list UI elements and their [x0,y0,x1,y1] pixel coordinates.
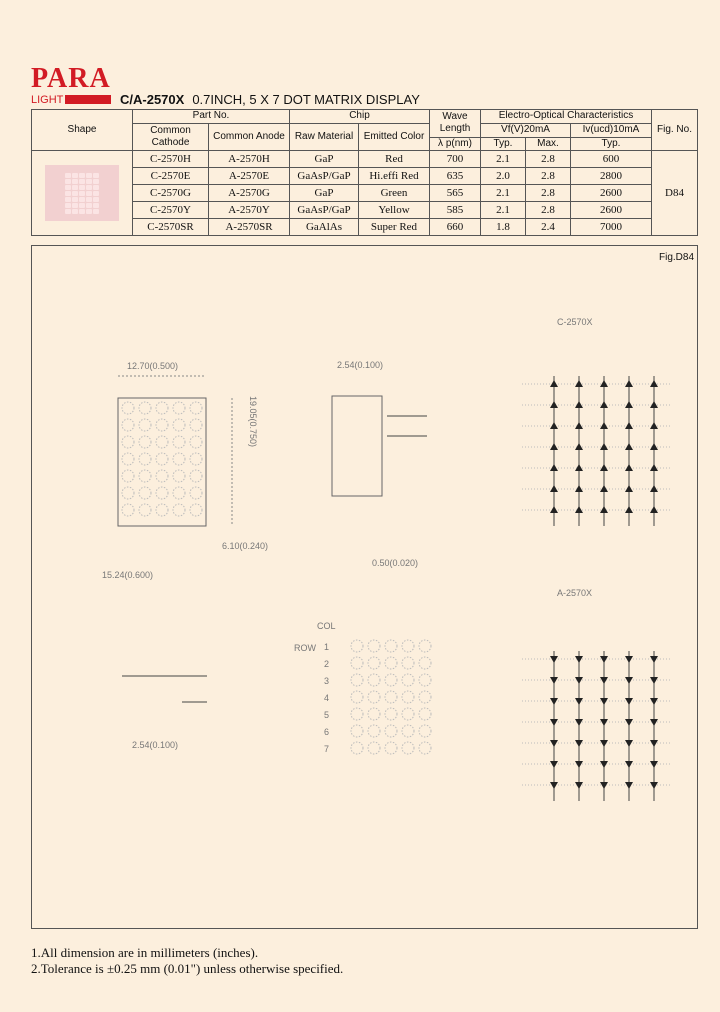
note-1: 1.All dimension are in millimeters (inches). [31,945,259,960]
led-dot [139,436,151,448]
led-diode [550,422,558,429]
pin-dot [385,691,397,703]
shape-dot [79,203,85,208]
c-circuit-label: C-2570X [557,317,593,327]
shape-dot [93,185,99,190]
row-3-raw: GaP [290,185,359,202]
row-1-color: Red [359,151,430,168]
mechanical-drawing [31,245,698,929]
row-3-iv: 2600 [571,185,652,202]
lead-dim-text: 2.54(0.100) [132,740,179,750]
pin-dot [368,657,380,669]
led-dot [190,453,202,465]
shape-dot [65,173,71,178]
pin-dot [385,657,397,669]
row-number: 2 [324,659,330,669]
pin-dot [402,742,414,754]
led-diode [550,719,558,726]
figure-label: Fig.D84 [658,252,694,263]
shape-dot [79,197,85,202]
side-dim-text: 2.54(0.100) [337,360,384,370]
shape-dot [72,185,78,190]
led-diode [625,506,633,513]
shape-dot [65,197,71,202]
led-diode [550,380,558,387]
header-shape: Shape [32,110,133,151]
pin-dot [419,708,431,720]
led-dot [156,504,168,516]
row-5-cc: C-2570SR [133,219,209,236]
row-number: 5 [324,710,330,720]
row-4-ca: A-2570Y [209,202,290,219]
pin-dot [351,674,363,686]
c-circuit-matrix [522,376,672,526]
row-numbers [324,642,329,754]
shape-dot [79,173,85,178]
shape-cell [32,151,133,236]
shape-dot [72,179,78,184]
led-dot [173,419,185,431]
shape-dot [65,209,71,214]
led-diode [625,401,633,408]
shape-dot [72,209,78,214]
led-dot [190,436,202,448]
led-diode [625,464,633,471]
row-4-wl: 585 [430,202,481,219]
led-dot [122,419,134,431]
row-3-color: Green [359,185,430,202]
header-iv-typ: Typ. [571,137,652,151]
header-wave-length: Wave Length [430,110,481,138]
pin-dot [419,725,431,737]
row-3-typ: 2.1 [481,185,526,202]
front-view-outline [118,398,206,526]
pin-dot [351,691,363,703]
header-raw-material: Raw Material [290,123,359,151]
row-5-wl: 660 [430,219,481,236]
pin-dot [402,725,414,737]
led-dot [190,470,202,482]
row-1-typ: 2.1 [481,151,526,168]
shape-dot [93,179,99,184]
header-max: Max. [526,137,571,151]
shape-dot [72,197,78,202]
shape-dot [93,209,99,214]
shape-dot [93,173,99,178]
pin-dot [368,742,380,754]
led-dot [156,487,168,499]
led-dot [139,419,151,431]
pin-dot [419,674,431,686]
row-2-ca: A-2570E [209,168,290,185]
header-electro-optical: Electro-Optical Characteristics [481,110,652,124]
row-1-wl: 700 [430,151,481,168]
pin-dot [402,708,414,720]
fig-no-value: D84 [652,151,698,236]
row-2-cc: C-2570E [133,168,209,185]
pin-dot [385,674,397,686]
row-5-ca: A-2570SR [209,219,290,236]
led-diode [550,464,558,471]
page-title [120,92,420,108]
pin-dot [419,640,431,652]
side-view-outline [332,396,382,496]
led-dot [156,402,168,414]
led-diode [625,761,633,768]
led-diode [550,485,558,492]
height-dim-text: 19.05(0.750) [248,396,258,448]
led-diode [550,656,558,663]
row-5-typ: 1.8 [481,219,526,236]
led-dot [190,504,202,516]
led-diode [550,677,558,684]
led-diode [625,656,633,663]
row-5-max: 2.4 [526,219,571,236]
row-2-wl: 635 [430,168,481,185]
logo-brand: PARA [31,63,111,94]
row-label: ROW [294,643,316,653]
pin-dot [385,640,397,652]
led-dot [122,487,134,499]
pin-dot [351,742,363,754]
dot-matrix-image [45,165,119,221]
led-diode [625,422,633,429]
pin-dot [368,691,380,703]
header-vf: Vf(V)20mA [481,123,571,137]
pin-dot [419,691,431,703]
para-light-logo [31,63,111,106]
drawing-svg [32,246,697,928]
note-2: 2.Tolerance is ±0.25 mm (0.01") unless otherwise specified. [31,961,344,976]
row-number: 6 [324,727,330,737]
shape-dot [72,203,78,208]
pin-dot [402,674,414,686]
pin-dot [368,725,380,737]
shape-dot [65,203,71,208]
pin-dot [385,708,397,720]
header-part-no: Part No. [133,110,290,124]
row-number: 4 [324,693,330,703]
led-diode [625,782,633,789]
led-diode [550,740,558,747]
shape-dot [86,185,92,190]
pin-dot [368,640,380,652]
row-3-wl: 565 [430,185,481,202]
row-4-typ: 2.1 [481,202,526,219]
shape-dot [86,203,92,208]
led-diode [550,782,558,789]
led-dot [156,419,168,431]
row-5-color: Super Red [359,219,430,236]
row-5-raw: GaAlAs [290,219,359,236]
header-emitted-color: Emitted Color [359,123,430,151]
led-diode [550,698,558,705]
row-1-iv: 600 [571,151,652,168]
row-3-cc: C-2570G [133,185,209,202]
led-dot [122,470,134,482]
led-dot [173,453,185,465]
led-dot [139,470,151,482]
led-dot [139,504,151,516]
bottom-dim-text: 15.24(0.600) [102,570,154,580]
shape-dot [72,191,78,196]
shape-dot [93,203,99,208]
led-diode [625,677,633,684]
shape-dot [72,173,78,178]
row-4-max: 2.8 [526,202,571,219]
led-dot [173,402,185,414]
pitch-dim-text: 6.10(0.240) [222,541,269,551]
led-dot [139,402,151,414]
shape-dot [65,179,71,184]
led-dot [190,487,202,499]
led-diode [550,401,558,408]
a-circuit-matrix [522,651,672,801]
pin-dot [402,657,414,669]
header-fig-no: Fig. No. [652,110,698,151]
notes [31,945,343,977]
pin-dot [351,640,363,652]
pin-dot [419,657,431,669]
led-dot [156,470,168,482]
led-diode [625,485,633,492]
product-description: 0.7INCH, 5 X 7 DOT MATRIX DISPLAY [192,92,420,107]
row-1-cc: C-2570H [133,151,209,168]
pin-dot [368,708,380,720]
row-1-raw: GaP [290,151,359,168]
col-label: COL [317,621,336,631]
shape-dot [79,185,85,190]
pin-dot [385,742,397,754]
header-common-cathode: Common Cathode [133,123,209,151]
pin-dot [351,657,363,669]
pin-dot [368,674,380,686]
row-4-color: Yellow [359,202,430,219]
logo-sub: LIGHT [31,93,64,106]
led-dot [173,487,185,499]
led-dot [190,402,202,414]
row-3-max: 2.8 [526,185,571,202]
led-dot [156,436,168,448]
shape-dot [79,209,85,214]
shape-dot [79,191,85,196]
row-number: 1 [324,642,330,652]
row-4-raw: GaAsP/GaP [290,202,359,219]
logo-bar [65,95,111,104]
shape-dot [79,179,85,184]
pin-dot [385,725,397,737]
led-diode [625,443,633,450]
pin-layout-dots [351,640,431,754]
shape-dot [86,209,92,214]
pin-dot [402,691,414,703]
led-dot [122,504,134,516]
shape-dot [86,191,92,196]
led-diode [625,719,633,726]
front-view-dots [122,402,202,516]
shape-dot [86,197,92,202]
row-2-raw: GaAsP/GaP [290,168,359,185]
model-number: C/A-2570X [120,92,185,107]
header-common-anode: Common Anode [209,123,290,151]
header-lambda: λ p(nm) [430,137,481,151]
shape-dot [86,173,92,178]
row-3-ca: A-2570G [209,185,290,202]
pin-dot [351,725,363,737]
header-chip: Chip [290,110,430,124]
row-2-iv: 2800 [571,168,652,185]
shape-dot [65,185,71,190]
led-dot [122,453,134,465]
shape-dot [86,179,92,184]
row-4-cc: C-2570Y [133,202,209,219]
led-dot [173,470,185,482]
row-4-iv: 2600 [571,202,652,219]
row-2-color: Hi.effi Red [359,168,430,185]
led-dot [122,402,134,414]
shape-dot [93,197,99,202]
row-1-ca: A-2570H [209,151,290,168]
row-5-iv: 7000 [571,219,652,236]
led-diode [550,761,558,768]
row-number: 3 [324,676,330,686]
led-diode [550,506,558,513]
row-2-max: 2.8 [526,168,571,185]
spec-table [31,109,698,236]
row-number: 7 [324,744,330,754]
led-dot [122,436,134,448]
shape-dot [93,191,99,196]
row-2-typ: 2.0 [481,168,526,185]
width-dim-text: 12.70(0.500) [127,361,179,371]
led-diode [625,740,633,747]
header-iv: Iv(ucd)10mA [571,123,652,137]
led-dot [139,453,151,465]
a-circuit-label: A-2570X [557,588,593,598]
led-dot [173,436,185,448]
pin-dot [419,742,431,754]
header-typ: Typ. [481,137,526,151]
row-1-max: 2.8 [526,151,571,168]
shape-dot [65,191,71,196]
led-dot [156,453,168,465]
led-diode [625,380,633,387]
led-diode [625,698,633,705]
led-dot [190,419,202,431]
pin-dot [402,640,414,652]
pin-dot [351,708,363,720]
pin-dim-text: 0.50(0.020) [372,558,419,568]
led-dot [173,504,185,516]
led-diode [550,443,558,450]
led-dot [139,487,151,499]
